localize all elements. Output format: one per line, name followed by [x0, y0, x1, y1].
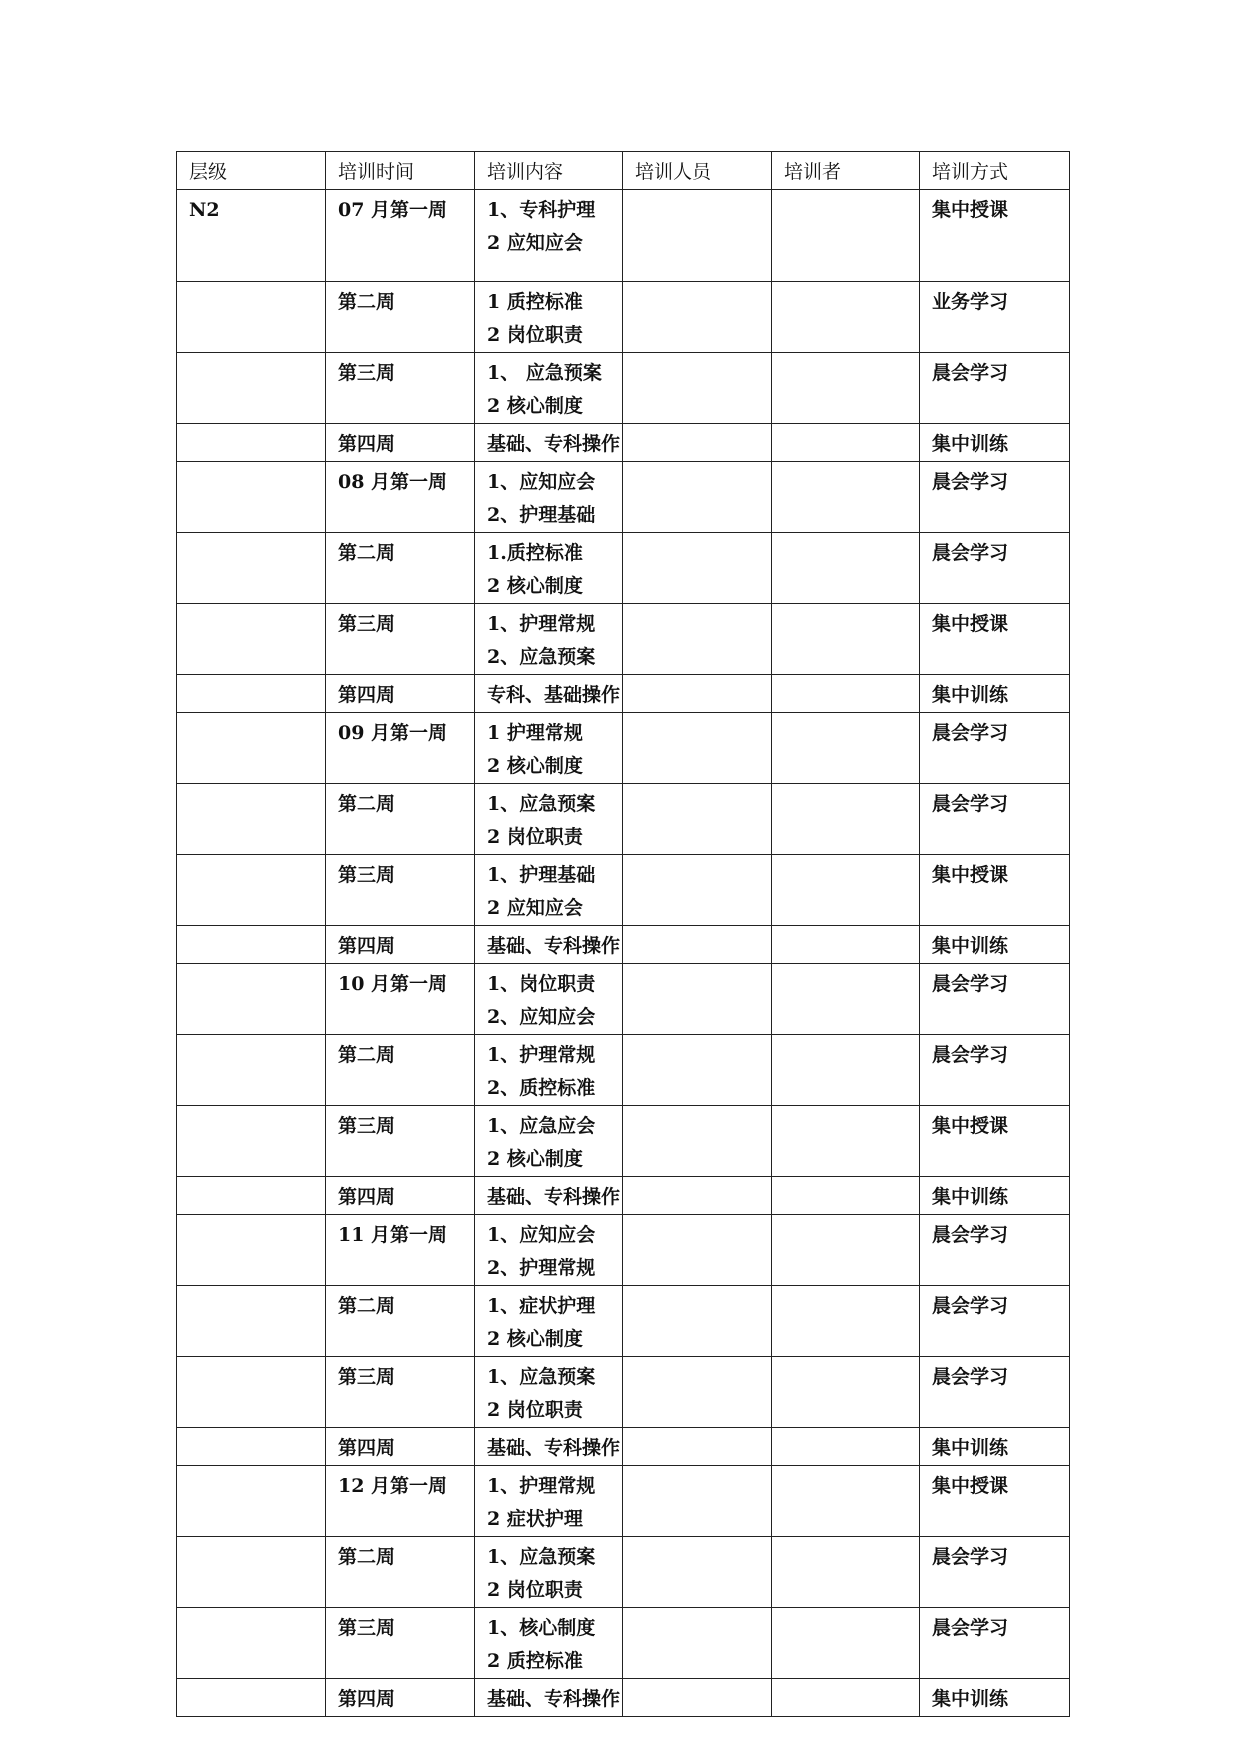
- cell-trainees: [623, 855, 772, 926]
- cell-trainees: [623, 1357, 772, 1428]
- header-trainer: 培训者: [772, 152, 920, 190]
- header-trainees: 培训人员: [623, 152, 772, 190]
- cell-time: 第四周: [326, 1428, 475, 1466]
- cell-trainer: [772, 282, 920, 353]
- table-row: [177, 533, 1070, 604]
- cell-time: 第四周: [326, 424, 475, 462]
- cell-level: [177, 784, 326, 855]
- cell-method: 晨会学习: [920, 713, 1070, 784]
- cell-trainees: [623, 604, 772, 675]
- cell-time: 第三周: [326, 1357, 475, 1428]
- content-line: 2 应知应会: [487, 232, 583, 254]
- cell-method: 集中训练: [920, 675, 1070, 713]
- cell-time: 10 月第一周: [326, 964, 475, 1035]
- cell-method: 晨会学习: [920, 1035, 1070, 1106]
- cell-method: 集中训练: [920, 1679, 1070, 1717]
- cell-trainees: [623, 1466, 772, 1537]
- content-line: 2、护理常规: [487, 1257, 596, 1279]
- cell-trainees: [623, 190, 772, 282]
- content-line: 基础、专科操作: [487, 433, 621, 455]
- cell-trainees: [623, 1428, 772, 1466]
- content-line: 2、质控标准: [487, 1077, 596, 1099]
- content-line: 1、应急预案: [487, 1366, 596, 1388]
- cell-content: [475, 1608, 623, 1679]
- table-row: [177, 1035, 1070, 1106]
- cell-content: [475, 282, 623, 353]
- cell-trainer: [772, 926, 920, 964]
- cell-trainer: [772, 1286, 920, 1357]
- cell-method: 晨会学习: [920, 964, 1070, 1035]
- content-line: 1、应急预案: [487, 793, 596, 815]
- cell-trainees: [623, 1215, 772, 1286]
- cell-trainer: [772, 964, 920, 1035]
- cell-content: [475, 1286, 623, 1357]
- table-row: [177, 1357, 1070, 1428]
- cell-level: [177, 1286, 326, 1357]
- content-line: 1、 应急预案: [487, 362, 602, 384]
- table-row: [177, 964, 1070, 1035]
- table-row: [177, 462, 1070, 533]
- cell-time: 第二周: [326, 1035, 475, 1106]
- table-row: [177, 1466, 1070, 1537]
- cell-trainer: [772, 190, 920, 282]
- cell-method: 晨会学习: [920, 533, 1070, 604]
- content-line: 2 岗位职责: [487, 1579, 583, 1601]
- cell-time: 第四周: [326, 926, 475, 964]
- cell-trainees: [623, 1106, 772, 1177]
- cell-trainees: [623, 1679, 772, 1717]
- cell-time: 第三周: [326, 1106, 475, 1177]
- content-line: 2 核心制度: [487, 755, 583, 777]
- cell-level: [177, 1106, 326, 1177]
- cell-level: [177, 1035, 326, 1106]
- cell-method: 集中授课: [920, 190, 1070, 282]
- table-row: [177, 1177, 1070, 1215]
- table-row: [177, 1428, 1070, 1466]
- cell-content: [475, 462, 623, 533]
- content-line: 基础、专科操作: [487, 1186, 621, 1208]
- cell-content: [475, 784, 623, 855]
- cell-time: 第三周: [326, 855, 475, 926]
- content-line: 1、核心制度: [487, 1617, 596, 1639]
- cell-trainees: [623, 353, 772, 424]
- cell-method: 集中授课: [920, 1106, 1070, 1177]
- content-line: 2 岗位职责: [487, 324, 583, 346]
- content-line: 1、护理常规: [487, 1475, 596, 1497]
- cell-method: 晨会学习: [920, 462, 1070, 533]
- cell-content: [475, 713, 623, 784]
- content-line: 2 核心制度: [487, 575, 583, 597]
- cell-time: 07 月第一周: [326, 190, 475, 282]
- cell-content: [475, 1035, 623, 1106]
- content-line: 基础、专科操作: [487, 935, 621, 957]
- cell-content: [475, 1428, 623, 1466]
- cell-content: [475, 1679, 623, 1717]
- cell-time: 第二周: [326, 533, 475, 604]
- cell-level: [177, 424, 326, 462]
- content-line: 2 症状护理: [487, 1508, 583, 1530]
- cell-content: [475, 190, 623, 282]
- cell-trainer: [772, 713, 920, 784]
- cell-time: 12 月第一周: [326, 1466, 475, 1537]
- header-method: 培训方式: [920, 152, 1070, 190]
- cell-time: 09 月第一周: [326, 713, 475, 784]
- cell-trainer: [772, 675, 920, 713]
- cell-trainees: [623, 282, 772, 353]
- cell-method: 晨会学习: [920, 1537, 1070, 1608]
- cell-trainees: [623, 533, 772, 604]
- content-line: 2 核心制度: [487, 395, 583, 417]
- cell-time: 第三周: [326, 604, 475, 675]
- table-row: [177, 1608, 1070, 1679]
- content-line: 2、护理基础: [487, 504, 596, 526]
- cell-trainer: [772, 353, 920, 424]
- table-row: [177, 353, 1070, 424]
- cell-method: 业务学习: [920, 282, 1070, 353]
- content-line: 2、应急预案: [487, 646, 596, 668]
- content-line: 2、应知应会: [487, 1006, 596, 1028]
- content-line: 1、症状护理: [487, 1295, 596, 1317]
- cell-level: [177, 1215, 326, 1286]
- content-line: 1、应知应会: [487, 471, 596, 493]
- content-line: 基础、专科操作: [487, 1437, 621, 1459]
- cell-content: [475, 353, 623, 424]
- cell-method: 集中训练: [920, 1428, 1070, 1466]
- table-row: [177, 784, 1070, 855]
- cell-trainees: [623, 713, 772, 784]
- table-header-row: [177, 152, 1070, 190]
- cell-time: 08 月第一周: [326, 462, 475, 533]
- cell-trainer: [772, 784, 920, 855]
- cell-trainer: [772, 1679, 920, 1717]
- cell-trainer: [772, 1428, 920, 1466]
- cell-content: [475, 855, 623, 926]
- cell-trainer: [772, 1608, 920, 1679]
- cell-time: 第二周: [326, 784, 475, 855]
- cell-trainer: [772, 1357, 920, 1428]
- content-line: 1、应急应会: [487, 1115, 596, 1137]
- cell-level: [177, 1177, 326, 1215]
- cell-time: 第二周: [326, 1286, 475, 1357]
- cell-method: 晨会学习: [920, 353, 1070, 424]
- cell-content: [475, 1215, 623, 1286]
- cell-time: 第四周: [326, 675, 475, 713]
- cell-method: 晨会学习: [920, 1215, 1070, 1286]
- cell-level: [177, 604, 326, 675]
- cell-trainer: [772, 855, 920, 926]
- cell-content: [475, 926, 623, 964]
- cell-level: [177, 926, 326, 964]
- cell-trainees: [623, 1608, 772, 1679]
- cell-trainees: [623, 964, 772, 1035]
- header-content: 培训内容: [475, 152, 623, 190]
- cell-content: [475, 964, 623, 1035]
- content-line: 1、应急预案: [487, 1546, 596, 1568]
- cell-time: 第二周: [326, 282, 475, 353]
- cell-trainees: [623, 926, 772, 964]
- cell-trainer: [772, 424, 920, 462]
- cell-level: [177, 713, 326, 784]
- cell-level: [177, 855, 326, 926]
- cell-content: [475, 1466, 623, 1537]
- cell-level: [177, 1679, 326, 1717]
- table-row: [177, 1106, 1070, 1177]
- table-row: [177, 424, 1070, 462]
- cell-time: 第三周: [326, 353, 475, 424]
- table-row: [177, 1679, 1070, 1717]
- table-row: [177, 1215, 1070, 1286]
- table-row: [177, 926, 1070, 964]
- cell-level: [177, 282, 326, 353]
- cell-content: [475, 1177, 623, 1215]
- cell-trainer: [772, 1466, 920, 1537]
- cell-trainer: [772, 1035, 920, 1106]
- header-level: 层级: [177, 152, 326, 190]
- content-line: 2 核心制度: [487, 1328, 583, 1350]
- cell-time: 第四周: [326, 1679, 475, 1717]
- content-line: 1、护理常规: [487, 613, 596, 635]
- cell-time: 第四周: [326, 1177, 475, 1215]
- cell-method: 集中授课: [920, 604, 1070, 675]
- cell-level: [177, 1608, 326, 1679]
- cell-level: [177, 1357, 326, 1428]
- cell-trainer: [772, 1106, 920, 1177]
- table-row: [177, 190, 1070, 282]
- cell-level: N2: [177, 190, 326, 282]
- content-line: 2 应知应会: [487, 897, 583, 919]
- cell-level: [177, 675, 326, 713]
- cell-method: 晨会学习: [920, 1357, 1070, 1428]
- cell-content: [475, 1537, 623, 1608]
- cell-method: 晨会学习: [920, 1608, 1070, 1679]
- header-time: 培训时间: [326, 152, 475, 190]
- table-row: [177, 675, 1070, 713]
- cell-level: [177, 462, 326, 533]
- cell-level: [177, 353, 326, 424]
- content-line: 1、应知应会: [487, 1224, 596, 1246]
- cell-trainer: [772, 462, 920, 533]
- content-line: 1 护理常规: [487, 722, 583, 744]
- cell-content: [475, 424, 623, 462]
- cell-method: 集中训练: [920, 926, 1070, 964]
- table-row: [177, 604, 1070, 675]
- table-row: [177, 1286, 1070, 1357]
- cell-trainees: [623, 462, 772, 533]
- cell-method: 集中训练: [920, 1177, 1070, 1215]
- cell-trainer: [772, 533, 920, 604]
- cell-trainees: [623, 424, 772, 462]
- table-row: [177, 855, 1070, 926]
- table-row: [177, 713, 1070, 784]
- cell-trainees: [623, 1537, 772, 1608]
- cell-trainer: [772, 1215, 920, 1286]
- cell-trainees: [623, 784, 772, 855]
- cell-level: [177, 964, 326, 1035]
- cell-level: [177, 1428, 326, 1466]
- cell-trainees: [623, 1286, 772, 1357]
- content-line: 1、专科护理: [487, 199, 596, 221]
- cell-level: [177, 533, 326, 604]
- cell-content: [475, 1106, 623, 1177]
- content-line: 1 质控标准: [487, 291, 583, 313]
- cell-method: 集中授课: [920, 855, 1070, 926]
- content-line: 2 岗位职责: [487, 1399, 583, 1421]
- cell-method: 集中训练: [920, 424, 1070, 462]
- cell-trainees: [623, 675, 772, 713]
- content-line: 专科、基础操作: [487, 684, 621, 706]
- cell-method: 集中授课: [920, 1466, 1070, 1537]
- cell-content: [475, 1357, 623, 1428]
- cell-trainees: [623, 1177, 772, 1215]
- training-schedule-table: [176, 151, 1070, 1717]
- cell-method: 晨会学习: [920, 784, 1070, 855]
- cell-content: [475, 604, 623, 675]
- table-row: [177, 282, 1070, 353]
- cell-level: [177, 1466, 326, 1537]
- cell-trainer: [772, 604, 920, 675]
- content-line: 1、护理常规: [487, 1044, 596, 1066]
- table-row: [177, 1537, 1070, 1608]
- content-line: 2 核心制度: [487, 1148, 583, 1170]
- cell-level: [177, 1537, 326, 1608]
- content-line: 2 岗位职责: [487, 826, 583, 848]
- cell-time: 第二周: [326, 1537, 475, 1608]
- cell-trainer: [772, 1537, 920, 1608]
- content-line: 1、岗位职责: [487, 973, 596, 995]
- cell-time: 第三周: [326, 1608, 475, 1679]
- cell-method: 晨会学习: [920, 1286, 1070, 1357]
- content-line: 2 质控标准: [487, 1650, 583, 1672]
- cell-trainer: [772, 1177, 920, 1215]
- content-line: 1.质控标准: [487, 542, 583, 564]
- content-line: 基础、专科操作: [487, 1688, 621, 1710]
- cell-content: [475, 533, 623, 604]
- cell-time: 11 月第一周: [326, 1215, 475, 1286]
- cell-content: [475, 675, 623, 713]
- cell-trainees: [623, 1035, 772, 1106]
- content-line: 1、护理基础: [487, 864, 596, 886]
